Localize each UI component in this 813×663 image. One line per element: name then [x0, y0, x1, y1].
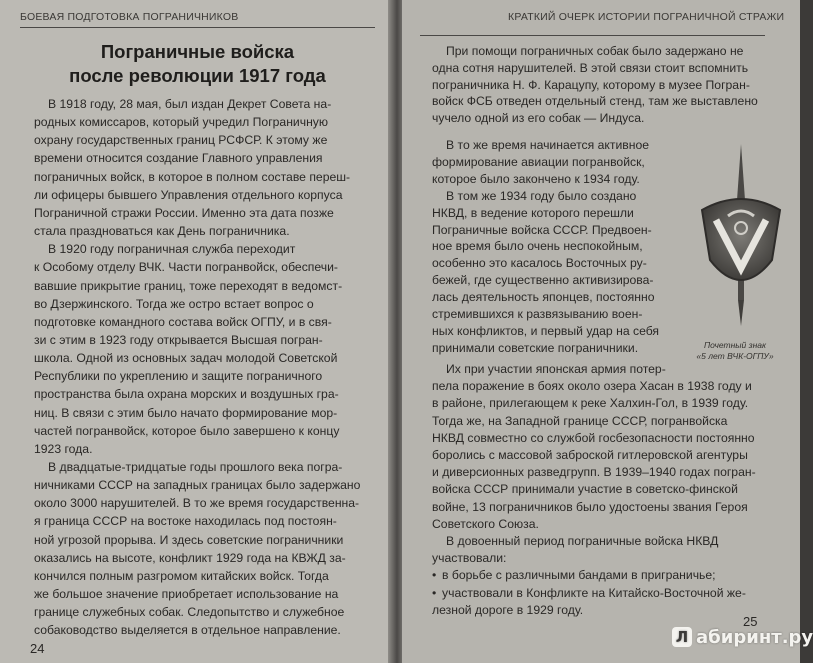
page-number-right: 25	[743, 614, 758, 629]
text-line: ничниками СССР на западных границах было задержано	[34, 478, 361, 493]
text-line: В двадцатые-тридцатые годы прошлого века погра-	[48, 460, 343, 474]
watermark-text: абиринт.ру	[696, 626, 813, 648]
text-line: ных конфликтов, и первый удар на себя	[432, 323, 660, 338]
text-line: Тогда же, на Западной границе СССР, погранвойска	[432, 413, 728, 428]
text-line: стремившихся к развязыванию воен-	[432, 307, 643, 321]
badge-caption	[680, 340, 790, 362]
text-line: В 1918 году, 28 мая, был издан Декрет Совета на-	[48, 97, 332, 111]
text-line: боролись с массовой заброской гитлеровской агентуры	[432, 448, 748, 462]
text-line: ниц. В связи с этим было начато формирование мор-	[34, 405, 338, 420]
text-line: лась деятельность японцев, постоянно	[432, 290, 655, 305]
text-line: одна сотня нарушителей. В этой связи стоит вспомнить	[432, 60, 749, 75]
running-head-left: БОЕВАЯ ПОДГОТОВКА ПОГРАНИЧНИКОВ	[20, 11, 239, 23]
text-line: В 1920 году пограничная служба переходит	[48, 242, 296, 257]
text-line: НКВД совместно со службой госбезопасности постоянно	[432, 430, 755, 445]
text-line: Республики по укреплению и защите пограничного	[34, 369, 323, 384]
text-line: пограничных войск, в которое в полном составе переш-	[34, 169, 351, 184]
text-line: • в борьбе с различными бандами в приграничье;	[442, 567, 716, 583]
text-line: около 3000 нарушителей. В то же время государственна-	[34, 496, 360, 511]
text-line: Пограничной стражи России. Именно эта дата позже	[34, 205, 334, 220]
text-line: же большое значение приобретает использование на	[34, 587, 339, 602]
labirint-logo-icon: Л	[672, 627, 692, 647]
text-line: родных комиссаров, который учредил Пограничную	[34, 115, 329, 130]
header-rule-right	[420, 35, 765, 36]
text-line: подготовке командного состава войск ОГПУ, и в свя-	[34, 314, 332, 329]
text-line: зи с этим в 1923 году открывается Высшая погран-	[34, 332, 323, 347]
text-line: особенно это касалось Восточных ру-	[432, 256, 647, 271]
text-line: формирование авиации погранвойск,	[432, 154, 645, 169]
text-line: к Особому отделу ВЧК. Части погранвойск, обеспечи-	[34, 260, 338, 275]
text-line: Пограничные войска СССР. Предвоен-	[432, 222, 652, 237]
chapter-title	[20, 40, 375, 88]
text-line: НКВД, в ведение которого перешли	[432, 205, 634, 220]
text-line: войска СССР принимали участие в советско-финской	[432, 482, 738, 497]
chapter-title-line-1: Пограничные войска	[100, 41, 295, 62]
text-line: частей погранвойск, которое было завершено к концу	[34, 423, 340, 438]
text-line: чучело одной из его собак — Индуса.	[432, 111, 645, 126]
honorary-badge-image	[692, 140, 790, 330]
text-line: собаководство выделяется в отдельное направление.	[34, 623, 341, 638]
text-line: ное время было очень неспокойным,	[432, 239, 643, 254]
text-line: Их при участии японская армия потер-	[446, 362, 666, 376]
text-line: пространства была охрана морских и воздушных гра-	[34, 387, 339, 402]
text-line: стала праздноваться как День пограничника.	[34, 224, 290, 239]
page-number-left: 24	[30, 641, 45, 656]
badge-caption-line-2: «5 лет ВЧК-ОГПУ»	[696, 351, 774, 361]
right-page	[402, 0, 800, 663]
header-rule-left	[20, 27, 375, 28]
text-line: времени относится создание Главного управления	[34, 151, 323, 166]
text-line: ли офицеры бывшего Управления отдельного корпуса	[34, 187, 343, 202]
text-line: школа. Одной из основных задач молодой Советской	[34, 351, 338, 366]
text-line: пела поражение в боях около озера Хасан в 1938 году и	[432, 379, 752, 394]
text-line: пограничника Н. Ф. Карацупу, которому в музее Погран-	[432, 77, 750, 92]
text-line: войне, 13 пограничников было удостоены звания Героя	[432, 499, 748, 514]
text-line: и диверсионных разведгрупп. В 1939–1940 годах погран-	[432, 465, 756, 480]
text-line: принимали советские пограничники.	[432, 340, 639, 355]
text-line: вавшие прикрытие границ, тоже переходят в ведомст-	[34, 278, 343, 293]
text-line: Советского Союза.	[432, 516, 539, 531]
text-line: лезной дороге в 1929 году.	[432, 602, 584, 617]
text-line: во Дзержинского. Тогда же остро встает вопрос о	[34, 296, 314, 311]
chapter-title-line-2: после революции 1917 года	[69, 65, 326, 86]
text-line: ной угрозой прорыва. И здесь советские пограничники	[34, 532, 344, 547]
text-line: В довоенный период пограничные войска НКВД	[446, 534, 719, 548]
text-line: оказались на высоте, конфликт 1929 года на КВЖД за-	[34, 550, 346, 565]
text-line: • участвовали в Конфликте на Китайско-Восточной же-	[442, 585, 746, 601]
text-line: в районе, прилегающем к реке Халхин-Гол, в 1939 году.	[432, 396, 749, 411]
text-line: бежей, где существенно активизирова-	[432, 273, 654, 288]
text-line: границе служебных собак. Следопытство и служебное	[34, 605, 345, 620]
running-head-right: КРАТКИЙ ОЧЕРК ИСТОРИИ ПОГРАНИЧНОЙ СТРАЖИ	[508, 11, 785, 23]
text-line: При помощи пограничных собак было задержано не	[446, 44, 744, 58]
text-line: В то же время начинается активное	[446, 138, 650, 152]
text-line: войск ФСБ отведен отдельный стенд, там же выставлено	[432, 94, 758, 109]
text-line: В том же 1934 году было создано	[446, 188, 637, 203]
badge-caption-line-1: Почетный знак	[703, 340, 766, 350]
watermark-logo	[672, 623, 813, 651]
text-line: которое было закончено к 1934 году.	[432, 171, 640, 186]
left-page	[0, 0, 392, 663]
text-line: 1923 года.	[34, 441, 93, 456]
text-line: кончился полным разгромом китайских войск. Тогда	[34, 568, 329, 583]
text-line: я граница СССР на востоке находилась под постоян-	[34, 514, 337, 529]
text-line: участвовали:	[432, 551, 507, 566]
text-line: охрану государственных границ РСФСР. К этому же	[34, 133, 328, 148]
